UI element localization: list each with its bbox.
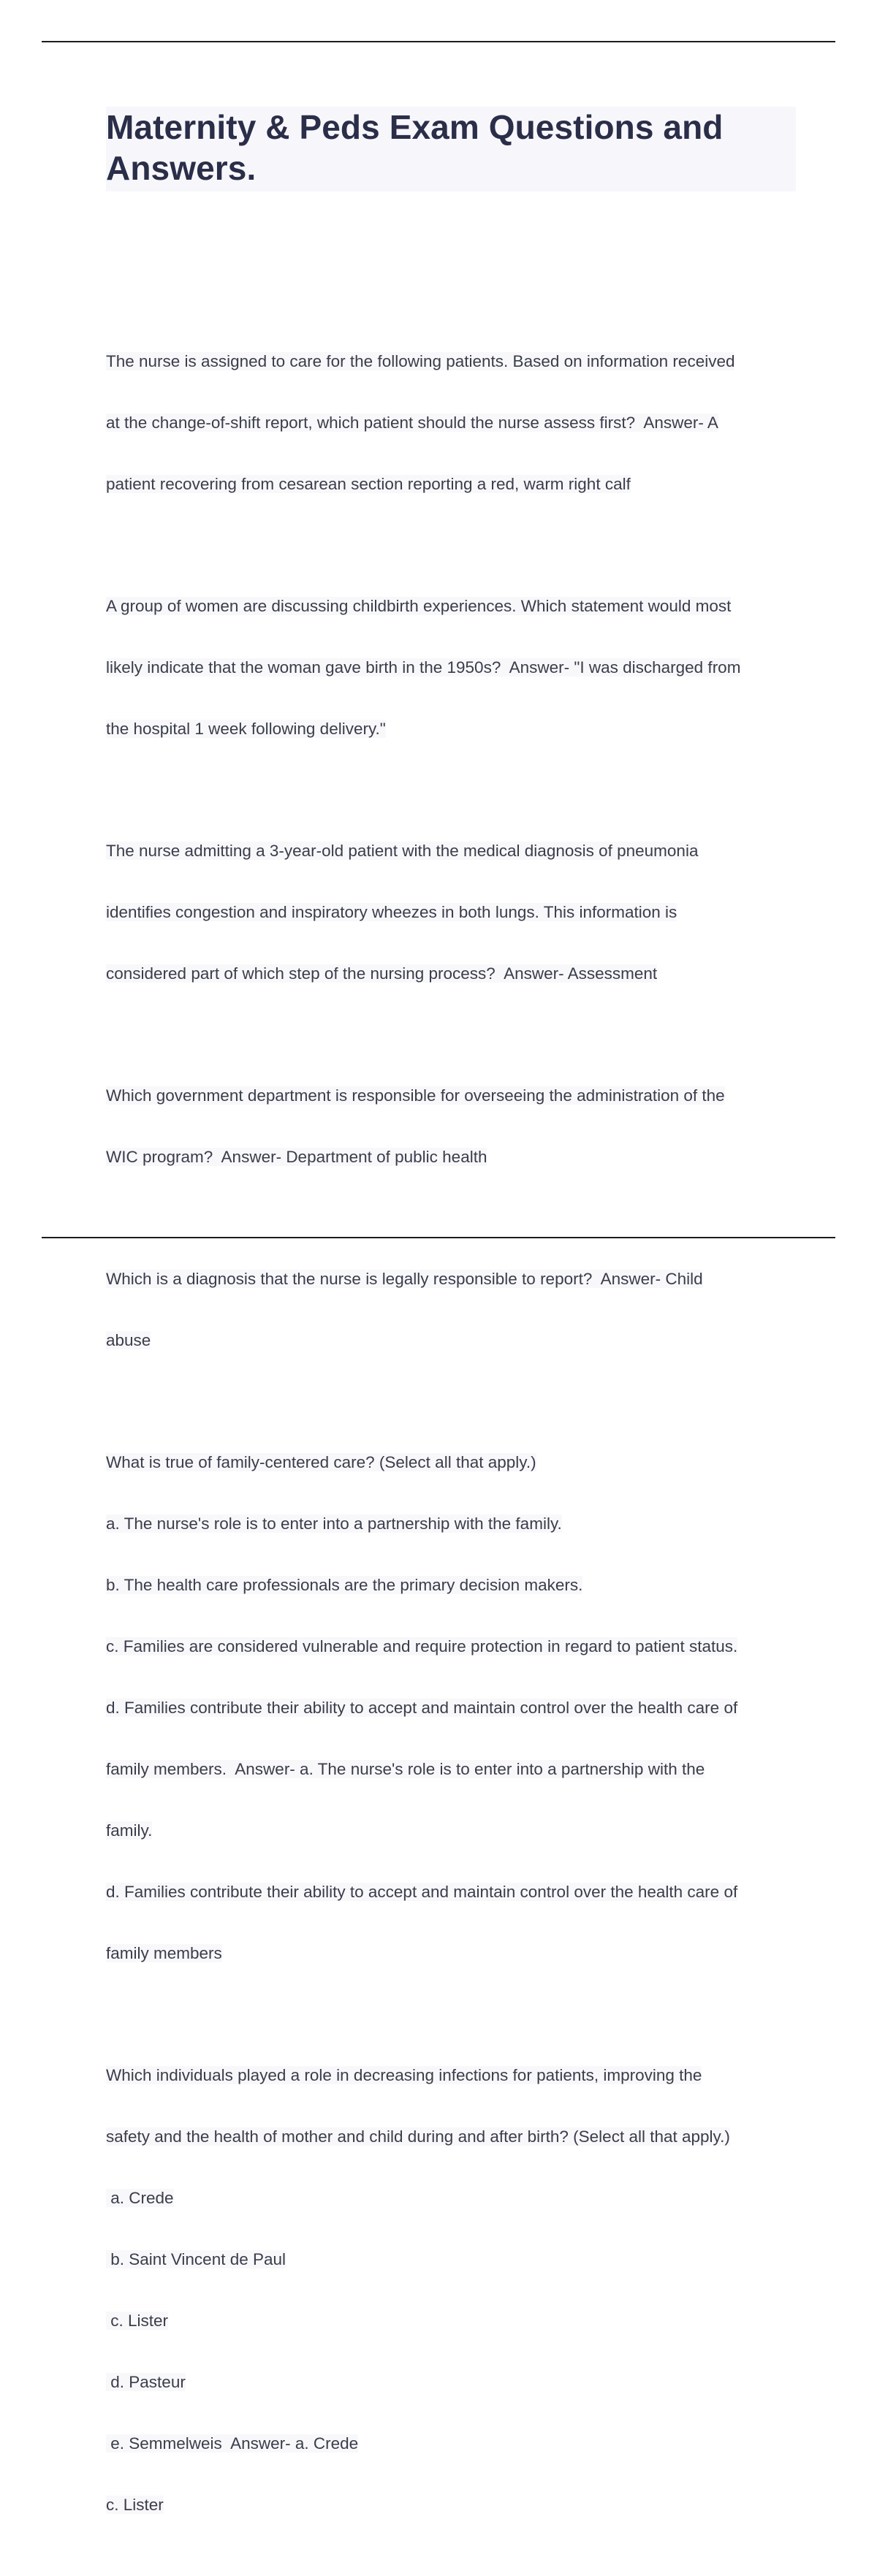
qa-line: a. The nurse's role is to enter into a partnership with the family. <box>106 1514 562 1533</box>
qa-line: Which government department is responsible for overseeing the administration of the <box>106 1086 725 1105</box>
qa-line: family members <box>106 1944 222 1962</box>
qa-line: family members. Answer- a. The nurse's role is to enter into a partnership with the <box>106 1760 705 1778</box>
qa-line: at the change-of-shift report, which patient should the nurse assess first? Answer- A <box>106 414 718 432</box>
bottom-rule <box>42 1237 835 1238</box>
qa-line: c. Lister <box>106 2496 164 2514</box>
qa-item-5 <box>106 1228 793 1392</box>
qa-item-3 <box>106 800 793 1025</box>
qa-line: patient recovering from cesarean section reporting a red, warm right calf <box>106 475 631 493</box>
title-block <box>106 107 796 191</box>
qa-item-2 <box>106 555 793 780</box>
qa-line: d. Families contribute their ability to accept and maintain control over the health care of <box>106 1883 738 1901</box>
qa-line: the hospital 1 week following delivery." <box>106 720 386 738</box>
qa-line: safety and the health of mother and child during and after birth? (Select all that apply.) <box>106 2127 730 2146</box>
qa-item-7 <box>106 2024 793 2556</box>
qa-line: a. Crede <box>106 2189 174 2207</box>
qa-line: c. Lister <box>106 2312 169 2330</box>
qa-item-1 <box>106 310 793 536</box>
qa-line: b. The health care professionals are the primary decision makers. <box>106 1576 583 1594</box>
qa-line: The nurse admitting a 3-year-old patient with the medical diagnosis of pneumonia <box>106 842 699 860</box>
qa-line: c. Families are considered vulnerable and require protection in regard to patient status. <box>106 1637 738 1655</box>
qa-line: The nurse is assigned to care for the following patients. Based on information received <box>106 352 735 370</box>
qa-line: identifies congestion and inspiratory wheezes in both lungs. This information is <box>106 903 677 921</box>
qa-line: d. Pasteur <box>106 2373 186 2391</box>
qa-line: b. Saint Vincent de Paul <box>106 2250 286 2268</box>
qa-line: considered part of which step of the nursing process? Answer- Assessment <box>106 964 658 983</box>
qa-line: Which is a diagnosis that the nurse is legally responsible to report? Answer- Child <box>106 1270 703 1288</box>
question-list <box>106 310 793 2576</box>
qa-line: Which individuals played a role in decreasing infections for patients, improving the <box>106 2066 702 2084</box>
top-rule <box>42 41 835 42</box>
qa-line: What is true of family-centered care? (Select all that apply.) <box>106 1453 536 1471</box>
qa-line: e. Semmelweis Answer- a. Crede <box>106 2434 359 2453</box>
qa-line: abuse <box>106 1331 151 1349</box>
qa-item-4 <box>106 1045 793 1208</box>
document-title: Maternity & Peds Exam Questions and Answers. <box>106 108 724 187</box>
qa-line: likely indicate that the woman gave birth in the 1950s? Answer- "I was discharged from <box>106 658 741 677</box>
qa-line: WIC program? Answer- Department of public health <box>106 1148 487 1166</box>
qa-line: family. <box>106 1821 153 1840</box>
qa-line: d. Families contribute their ability to accept and maintain control over the health care of <box>106 1699 738 1717</box>
qa-line: A group of women are discussing childbirth experiences. Which statement would most <box>106 597 732 615</box>
qa-item-6 <box>106 1411 793 2005</box>
